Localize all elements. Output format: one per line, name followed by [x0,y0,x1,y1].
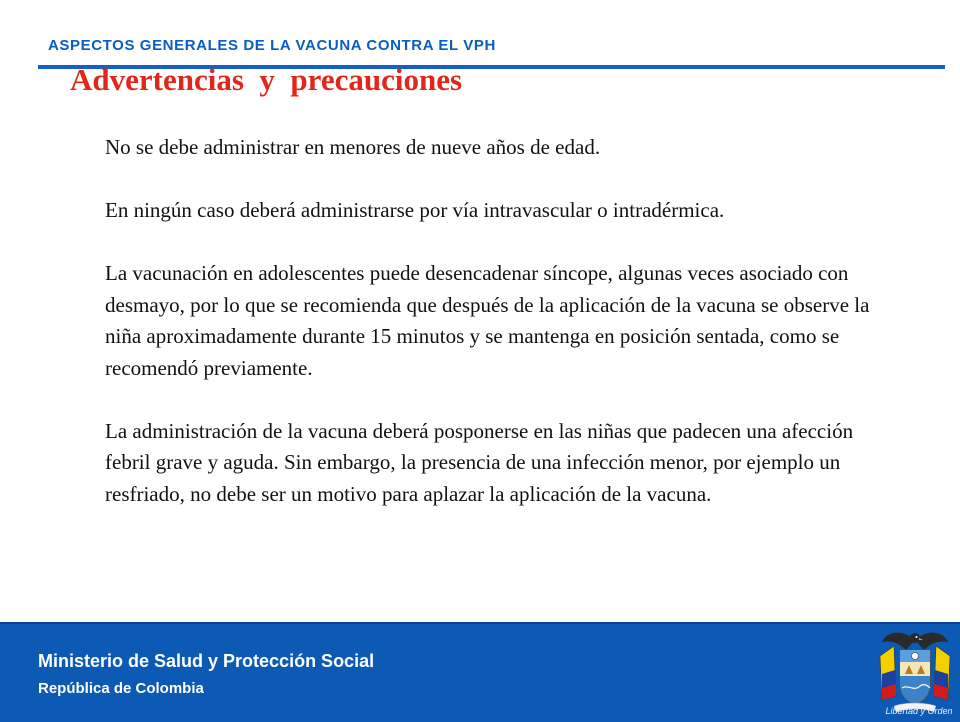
slide-title: Advertencias y precauciones [70,62,463,97]
slide-body [105,132,880,510]
paragraph-febrile-illness: La administración de la vacuna deberá posponerse en las niñas que padecen una afección febril grave y aguda. Sin embargo, la presencia de una infección menor, por ejemplo un resfriado, no debe ser un motivo para aplazar la aplicación de la vacuna. [105,418,854,506]
paragraph-age-restriction: No se debe administrar en menores de nueve años de edad. [105,135,601,159]
emblem-motto: Libertad y Orden [885,706,953,716]
footer-bar [0,622,960,722]
republic-name: República de Colombia [38,680,204,697]
ministry-name: Ministerio de Salud y Protección Social [38,651,375,671]
paragraph-route-restriction: En ningún caso deberá administrarse por vía intravascular o intradérmica. [105,198,725,222]
section-header: ASPECTOS GENERALES DE LA VACUNA CONTRA EL VPH [48,37,496,54]
paragraph-syncope-warning: La vacunación en adolescentes puede desencadenar síncope, algunas veces asociado con desmayo, por lo que se recomienda que después de la aplicación de la vacuna se observe la niña aproximadamente durante 15 minutos y se mantenga en posición sentada, como se recomendó previamente. [105,261,870,380]
